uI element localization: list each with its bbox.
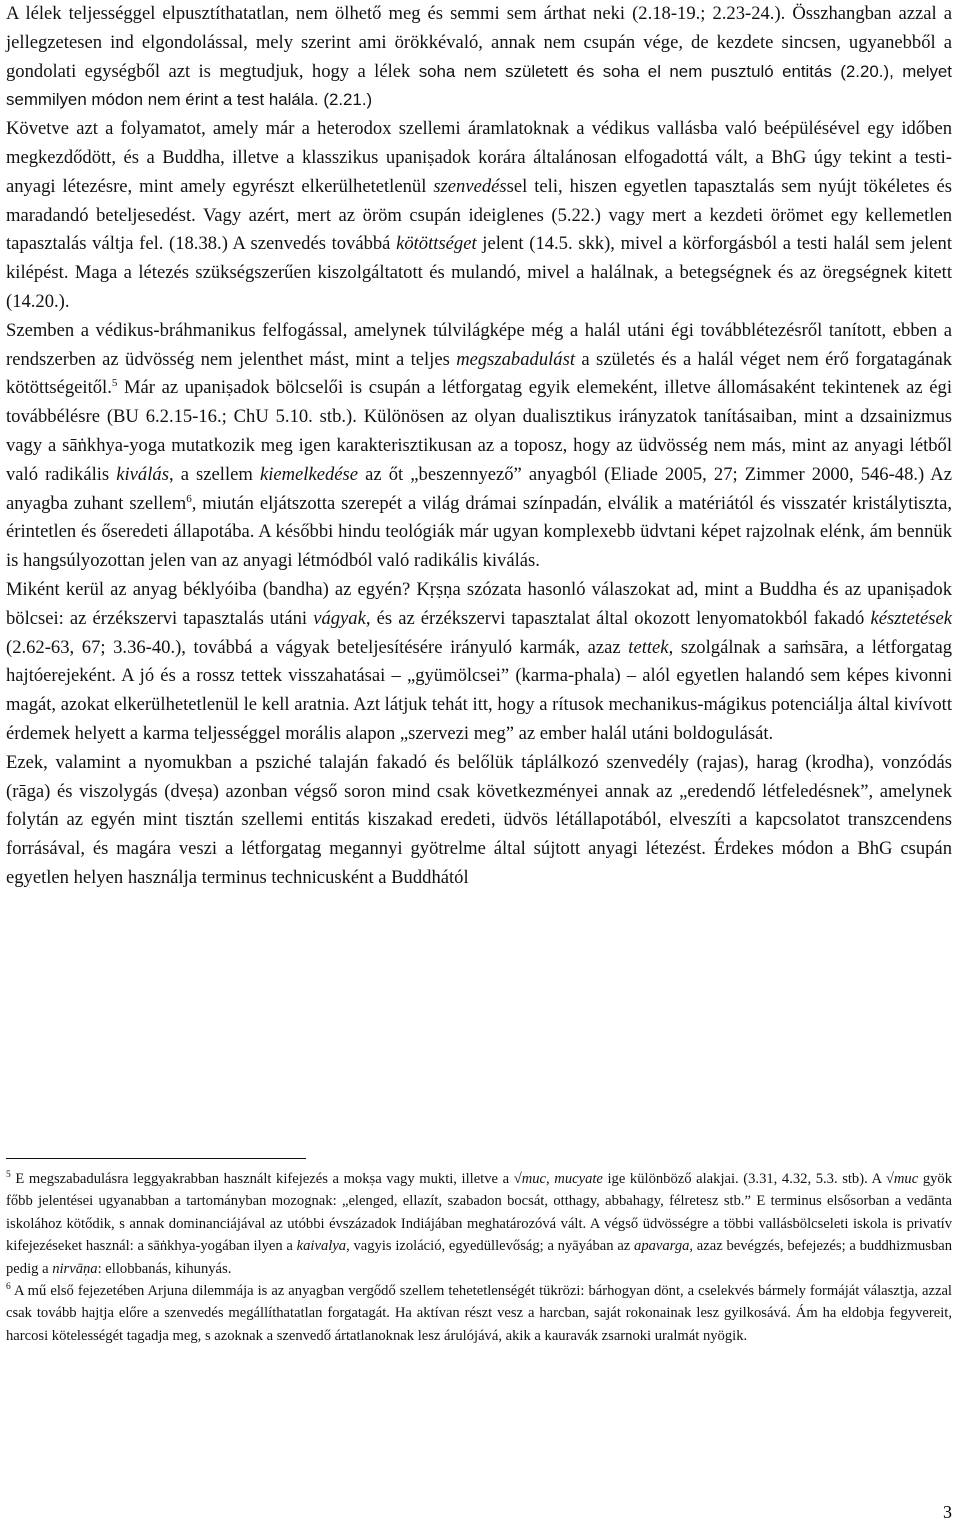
root-sign-icon: √ — [513, 1171, 522, 1187]
page-number: 3 — [943, 1502, 952, 1522]
footnote-ref-5[interactable]: 5 — [111, 377, 118, 390]
body-text — [6, 0, 952, 893]
footnotes — [6, 1168, 952, 1347]
footnote-6: $^6$ A mű első fejezetében Arjuna dilemmája is az anyagban vergődő szellem tehetetlenségét tükrözi: bárhogyan dönt, a cselekvés bármely formáját választja, azzal csak tovább hajtja előre a szenvedés megállíthatatlan forgatagát. Ha aktívan részt vesz a harcban, saját rokonainak lesz gyilkosává. Ám ha eldobja fegyvereit, harcosi kötelességét tagadja meg, s azoknak a szenvedő ártatlanoknak lesz árulójává, akik a kauravák zsarnoki uralmát nyögik. — [6, 1282, 952, 1344]
footnote-divider — [6, 1158, 306, 1159]
footnote-number: 5 — [6, 1170, 11, 1181]
root-sign-icon: √ — [885, 1171, 894, 1187]
footnote-ref-6[interactable]: 6 — [186, 492, 192, 505]
paragraph-1: A lélek teljességgel elpusztíthatatlan, nem ölhető meg és semmi sem árthat neki (2.18-19.; 2.23-24.). Összhangban azzal a jellegzetesen ind elgondolással, mely szerint ami örökkévaló, annak nem csupán vége, de kezdete sincsen, ugyanebből a gondolati egységből azt is megtudjuk, hogy a lélek soha nem született és soha el nem pusztuló entitás (2.20.), melyet semmilyen módon nem érint a test halála. (2.21.) — [6, 3, 952, 110]
paragraph-2: Követve azt a folyamatot, amely már a heterodox szellemi áramlatoknak a védikus vallásba való beépülésével egy időben megkezdődött, és a Buddha, illetve a klasszikus upaniṣadok korára általánosan elfogadottá vált, a BhG úgy tekint a testi-anyagi létezésre, mint amely egyrészt elkerülhetetlenül szenvedéssel teli, hiszen egyetlen tapasztalás sem nyújt tökéletes és maradandó beteljesedést. Vagy azért, mert az öröm csupán ideiglenes (5.22.) vagy mert a kezdeti örömet egy kellemetlen tapasztalás váltja fel. (18.38.) A szenvedés továbbá kötöttséget jelent (14.5. skk), mivel a körforgásból a testi halál sem jelent kilépést. Maga a létezés szükségszerűen kiszolgáltatott és mulandó, mivel a halálnak, a betegségnek és az öregségnek kitett (14.20.). — [6, 118, 953, 312]
paragraph-4: Miként kerül az anyag béklyóiba (bandha) az egyén? Kṛṣṇa szózata hasonló válaszokat ad, mint a Buddha és az upaniṣadok bölcsei: az érzékszervi tapasztalás utáni vágyak, és az érzékszervi tapasztalat által okozott lenyomatokból fakadó késztetések (2.62-63, 67; 3.36-40.), továbbá a vágyak beteljesítésére irányuló karmák, azaz tettek, szolgálnak a saṁsāra, a létforgatag hajtóerejeként. A jó és a rossz tettek visszahatásai – „gyümölcsei” (karma-phala) – alól egyetlen halandó sem képes kivonni magát, azokat elkerülhetetlenül le kell aratnia. Azt látjuk tehát itt, hogy a rítusok mechanikus-mágikus potenciálja által kivívott érdemek helyett a karma teljességgel morális alapon „szervezi meg” az ember halál utáni boldogulását. — [6, 578, 952, 744]
footnote-5: $^5$ E megszabadulásra leggyakrabban használt kifejezés a mokṣa vagy mukti, illetve a √muc, mucyate ige különböző alakjai. (3.31, 4.32, 5.3. stb). A √muc gyök főbb jelentései ugyanabban a tartományban mozognak: „elenged, ellazít, szabadon bocsát, otthagy, abbahagy, félretesz stb.” E terminus elsősorban a vedānta iskolához kötődik, s annak dominanciájával az utóbbi évszázadok Indiájában meghatározóvá vált. A végső üdvösségre a többi vallásbölcseleti iskola is privatív kifejezéseket használ: a sāṅkhya-yogában ilyen a kaivalya, vagyis izoláció, egyedüllevőság; a nyāyában az apavarga, azaz bevégzés, befejezés; a buddhizmusban pedig a nirvāṇa: ellobbanás, kihunyás. — [6, 1170, 953, 1277]
paragraph-5: Ezek, valamint a nyomukban a psziché talaján fakadó és belőlük táplálkozó szenvedély (rajas), harag (krodha), vonzódás (rāga) és viszolygás (dveṣa) azonban végső soron mind csak következményei annak az „eredendő létfeledésnek”, amelynek folytán az egyén mint tisztán szellemi entitás kiszakad eredeti, üdvös létállapotából, elveszíti a kapcsolatot transzcendens forrásával, és magára veszi a létforgatag megannyi gyötrelme által sújtott anyagi létezést. Érdekes módon a BhG csupán egyetlen helyen használja terminus technicusként a Buddhától — [6, 751, 952, 888]
footnote-number: 6 — [6, 1282, 11, 1293]
document-page — [6, 0, 953, 1344]
paragraph-3: Szemben a védikus-bráhmanikus felfogással, amelynek túlvilágképe még a halál utáni égi továbblétezésről tanított, ebben a rendszerben az üdvösség nem jelenthet mást, mint a teljes megszabadulást a születés és a halál véget nem érő forgatagának kötöttségeitől.$^5$ Már az upaniṣadok bölcselői is csupán a létforgatag egyik elemeként, illetve állomásaként tekintenek az égi továbbélésre (BU 6.2.15-16.; ChU 5.10. stb.). Különösen az olyan dualisztikus irányzatok tanításaiban, mint a dzsainizmus vagy a sāṅkhya-yoga mutatkozik meg igen karakterisztikusan az a toposz, hogy az üdvösség nem más, mint az anyagi létből való radikális kiválás, a szellem kiemelkedése az őt „beszennyező” anyagból (Eliade 2005, 27; Zimmer 2000, 546-48.) Az anyagba zuhant szellem$^6$, miután eljátszotta szerepét a világ drámai színpadán, elválik a matériától és visszatér kristálytiszta, érintetlen és őseredeti állapotába. A későbbi hindu teológiák már ugyan komplexebb üdvtani képet rajzolnak elénk, ám bennük is hangsúlyozottan jelen van az anyagi létmódból való radikális kiválás. — [6, 319, 952, 572]
